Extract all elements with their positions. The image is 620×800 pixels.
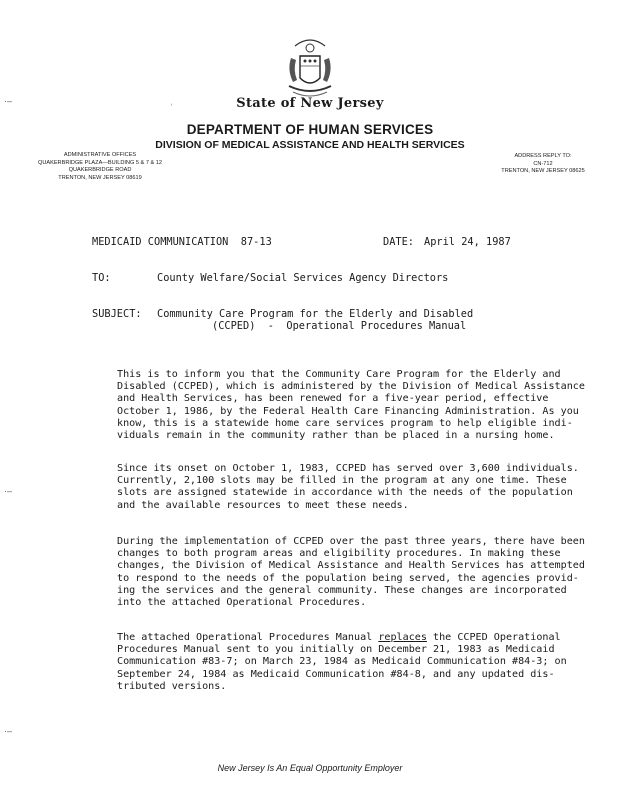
communication-number: MEDICAID COMMUNICATION 87-13 [92,236,272,248]
address-line: QUAKERBRIDGE ROAD [68,167,132,174]
to-value: County Welfare/Social Services Agency Directors [157,272,449,284]
state-seal-icon [283,36,337,100]
subject-label: SUBJECT: [92,308,142,320]
address-line: TRENTON, NEW JERSEY 08625 [501,168,585,175]
paragraph-4-end: the CCPED Operational Procedures Manual sent to you initially on December 21, 1983 as Medicaid Communication #83-7; on March 23, 1984 as Medicaid Communication #84-3; on September 24, 1984 as Medicaid Communication #84-8, and any updated dis- tributed versions. [117,632,567,692]
to-label: TO: [92,272,111,284]
paragraph-4 [117,632,587,693]
state-title: State of New Jersey [236,96,384,111]
paragraph-1: This is to inform you that the Community Care Program for the Elderly and Disabled (CCPED), which is administered by the Division of Medical Assistance and Health Services, has been renewed for a five-year period, effective October 1, 1986, by the Federal Health Care Financing Administration. As you know, this is a statewide home care services program to help eligible indi- viduals remain in the community rather than be placed in a nursing home. [117,369,585,442]
margin-mark: ·– [4,486,13,496]
date-value: April 24, 1987 [424,236,511,248]
stray-mark: ˒ [170,98,173,108]
address-line: ADMINISTRATIVE OFFICES [63,152,137,158]
margin-mark: ·– [4,96,13,106]
subject-line-1: Community Care Program for the Elderly and Disabled [157,308,474,320]
department-name: DEPARTMENT OF HUMAN SERVICES [186,122,434,137]
division-name: DIVISION OF MEDICAL ASSISTANCE AND HEALTH SERVICES [155,139,465,151]
address-line: TRENTON, NEW JERSEY 08619 [58,174,142,181]
paragraph-3: During the implementation of CCPED over the past three years, there have been changes to both program areas and eligibility procedures. In making these changes, the Division of Medical Assistance and Health Services has attempted to respond to the needs of the population being served, the agencies provid- ing the services and the general community. These changes are incorporated into the attached Operational Procedures. [117,536,585,609]
reply-address [488,153,598,176]
paragraph-4-start: The attached Operational Procedures Manual [117,632,379,643]
underlined-word: replaces [378,632,427,643]
address-line: CN-712 [533,160,553,167]
date-label: DATE: [383,236,414,248]
footer-text: New Jersey Is An Equal Opportunity Employer [217,763,403,773]
paragraph-2: Since its onset on October 1, 1983, CCPED has served over 3,600 individuals. Currently, 2,100 slots may be filled in the program at any one time. These slots are assigned statewide in accordance with the needs of the population and the available resources to meet these needs. [117,463,579,511]
margin-mark: ·– [4,726,13,736]
admin-offices-address [30,152,170,182]
address-line: QUAKERBRIDGE PLAZA—BUILDING 5 & 7 & 12 [37,159,163,166]
address-line: ADDRESS REPLY TO: [514,153,572,159]
subject-line-2: (CCPED) - Operational Procedures Manual [212,320,467,332]
